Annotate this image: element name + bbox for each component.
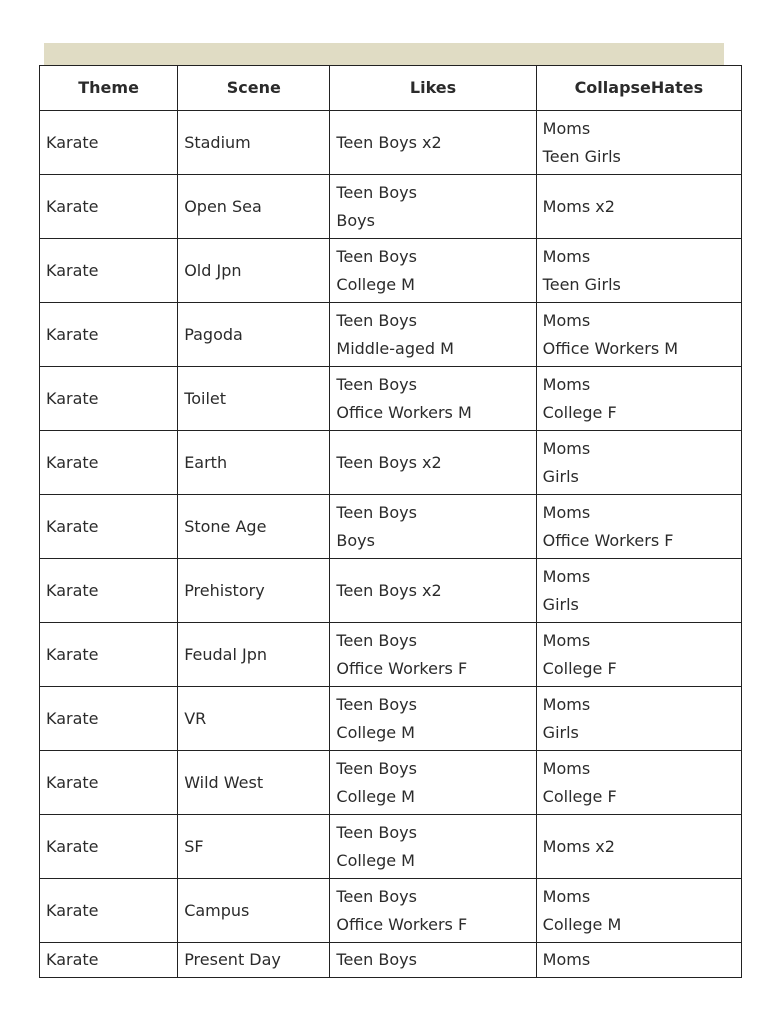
cell-theme: Karate xyxy=(40,239,178,303)
cell-scene: Campus xyxy=(178,879,330,943)
cell-likes-entry: Teen Boys xyxy=(336,630,417,650)
cell-scene: Earth xyxy=(178,431,330,495)
cell-likes-entry: Office Workers M xyxy=(336,402,472,422)
cell-hates xyxy=(536,175,741,239)
cell-scene: Stone Age xyxy=(178,495,330,559)
column-header-theme: Theme xyxy=(40,66,178,111)
cell-likes-entry: Boys xyxy=(336,530,375,550)
cell-likes xyxy=(330,559,536,623)
cell-hates xyxy=(536,751,741,815)
cell-theme: Karate xyxy=(40,367,178,431)
cell-scene: Feudal Jpn xyxy=(178,623,330,687)
cell-likes xyxy=(330,367,536,431)
cell-hates xyxy=(536,495,741,559)
cell-likes xyxy=(330,303,536,367)
cell-theme: Karate xyxy=(40,111,178,175)
cell-hates-entry: Moms xyxy=(542,502,591,522)
cell-hates xyxy=(536,879,741,943)
header-row xyxy=(40,66,742,111)
cell-likes-entry: Teen Boys xyxy=(336,950,417,969)
cell-hates-entry: College F xyxy=(542,658,617,678)
cell-likes-entry: Office Workers F xyxy=(336,914,468,934)
table-row xyxy=(40,239,742,303)
table-row xyxy=(40,367,742,431)
cell-hates xyxy=(536,687,741,751)
cell-likes-entry: College M xyxy=(336,850,415,870)
cell-likes xyxy=(330,687,536,751)
top-banner-bar xyxy=(44,43,724,65)
cell-hates-entry: Moms xyxy=(542,886,591,906)
table-row xyxy=(40,623,742,687)
table-body xyxy=(40,111,742,978)
cell-hates-entry: Moms xyxy=(542,566,591,586)
table-row xyxy=(40,751,742,815)
cell-hates-entry: Girls xyxy=(542,466,579,486)
cell-likes-entry: Teen Boys xyxy=(336,502,417,522)
cell-theme: Karate xyxy=(40,431,178,495)
table-row xyxy=(40,687,742,751)
cell-hates xyxy=(536,367,741,431)
cell-likes-entry: Teen Boys xyxy=(336,374,417,394)
table-row xyxy=(40,879,742,943)
cell-likes xyxy=(330,815,536,879)
cell-likes xyxy=(330,623,536,687)
cell-hates-entry: Office Workers M xyxy=(542,338,679,358)
cell-hates-entry: Teen Girls xyxy=(542,146,621,166)
column-header-likes: Likes xyxy=(330,66,536,111)
cell-hates-entry: College F xyxy=(542,786,617,806)
cell-hates-entry: Moms xyxy=(542,950,591,969)
table-row xyxy=(40,815,742,879)
cell-scene: Present Day xyxy=(178,943,330,978)
table-row xyxy=(40,559,742,623)
cell-likes-entry: College M xyxy=(336,722,415,742)
cell-theme: Karate xyxy=(40,559,178,623)
cell-hates-entry: Moms xyxy=(542,310,591,330)
cell-likes xyxy=(330,239,536,303)
cell-scene: Stadium xyxy=(178,111,330,175)
column-header-scene: Scene xyxy=(178,66,330,111)
cell-likes-entry: Teen Boys xyxy=(336,694,417,714)
cell-likes-entry: Teen Boys xyxy=(336,310,417,330)
cell-hates-entry: Moms xyxy=(542,438,591,458)
cell-scene: Prehistory xyxy=(178,559,330,623)
cell-likes-entry: Teen Boys xyxy=(336,822,417,842)
cell-likes-entry: Teen Boys xyxy=(336,886,417,906)
cell-theme: Karate xyxy=(40,303,178,367)
cell-hates-entry: Teen Girls xyxy=(542,274,621,294)
cell-likes-entry: College M xyxy=(336,274,415,294)
cell-likes xyxy=(330,495,536,559)
cell-hates-entry: Moms x2 xyxy=(542,836,615,856)
cell-likes xyxy=(330,111,536,175)
table-row xyxy=(40,431,742,495)
cell-scene: Old Jpn xyxy=(178,239,330,303)
cell-scene: SF xyxy=(178,815,330,879)
cell-hates-entry: Moms xyxy=(542,694,591,714)
cell-hates-entry: Moms x2 xyxy=(542,196,615,216)
cell-hates xyxy=(536,943,741,978)
cell-likes xyxy=(330,943,536,978)
cell-likes xyxy=(330,431,536,495)
cell-hates-entry: College M xyxy=(542,914,622,934)
cell-hates-entry: Moms xyxy=(542,630,591,650)
cell-hates xyxy=(536,303,741,367)
cell-likes-entry: Teen Boys xyxy=(336,182,417,202)
cell-hates xyxy=(536,431,741,495)
cell-hates xyxy=(536,623,741,687)
cell-theme: Karate xyxy=(40,879,178,943)
cell-theme: Karate xyxy=(40,495,178,559)
cell-likes-entry: Boys xyxy=(336,210,375,230)
table-row xyxy=(40,303,742,367)
cell-hates-entry: Moms xyxy=(542,118,591,138)
cell-likes-entry: Teen Boys xyxy=(336,246,417,266)
table-row xyxy=(40,495,742,559)
cell-hates-entry: College F xyxy=(542,402,617,422)
cell-theme: Karate xyxy=(40,943,178,978)
table-row xyxy=(40,943,742,978)
cell-theme: Karate xyxy=(40,175,178,239)
cell-likes-entry: Office Workers F xyxy=(336,658,468,678)
cell-hates-entry: Girls xyxy=(542,594,579,614)
column-header-hates-collapse-toggle[interactable]: CollapseHates xyxy=(536,66,741,111)
cell-scene: Open Sea xyxy=(178,175,330,239)
cell-likes-entry: Teen Boys xyxy=(336,758,417,778)
cell-theme: Karate xyxy=(40,687,178,751)
cell-hates xyxy=(536,111,741,175)
cell-scene: Toilet xyxy=(178,367,330,431)
cell-hates-entry: Office Workers F xyxy=(542,530,674,550)
cell-hates xyxy=(536,815,741,879)
cell-hates-entry: Moms xyxy=(542,374,591,394)
cell-theme: Karate xyxy=(40,815,178,879)
cell-theme: Karate xyxy=(40,623,178,687)
cell-hates-entry: Girls xyxy=(542,722,579,742)
combos-table xyxy=(39,65,742,978)
cell-hates-entry: Moms xyxy=(542,758,591,778)
cell-hates xyxy=(536,559,741,623)
cell-likes-entry: Teen Boys x2 xyxy=(336,452,442,472)
cell-likes xyxy=(330,175,536,239)
cell-theme: Karate xyxy=(40,751,178,815)
cell-likes xyxy=(330,879,536,943)
table-row xyxy=(40,111,742,175)
cell-likes xyxy=(330,751,536,815)
cell-hates-entry: Moms xyxy=(542,246,591,266)
cell-scene: Pagoda xyxy=(178,303,330,367)
cell-scene: VR xyxy=(178,687,330,751)
cell-likes-entry: Teen Boys x2 xyxy=(336,132,442,152)
cell-likes-entry: Middle-aged M xyxy=(336,338,454,358)
cell-scene: Wild West xyxy=(178,751,330,815)
table-row xyxy=(40,175,742,239)
cell-likes-entry: Teen Boys x2 xyxy=(336,580,442,600)
cell-hates xyxy=(536,239,741,303)
cell-likes-entry: College M xyxy=(336,786,415,806)
table-header xyxy=(40,66,742,111)
